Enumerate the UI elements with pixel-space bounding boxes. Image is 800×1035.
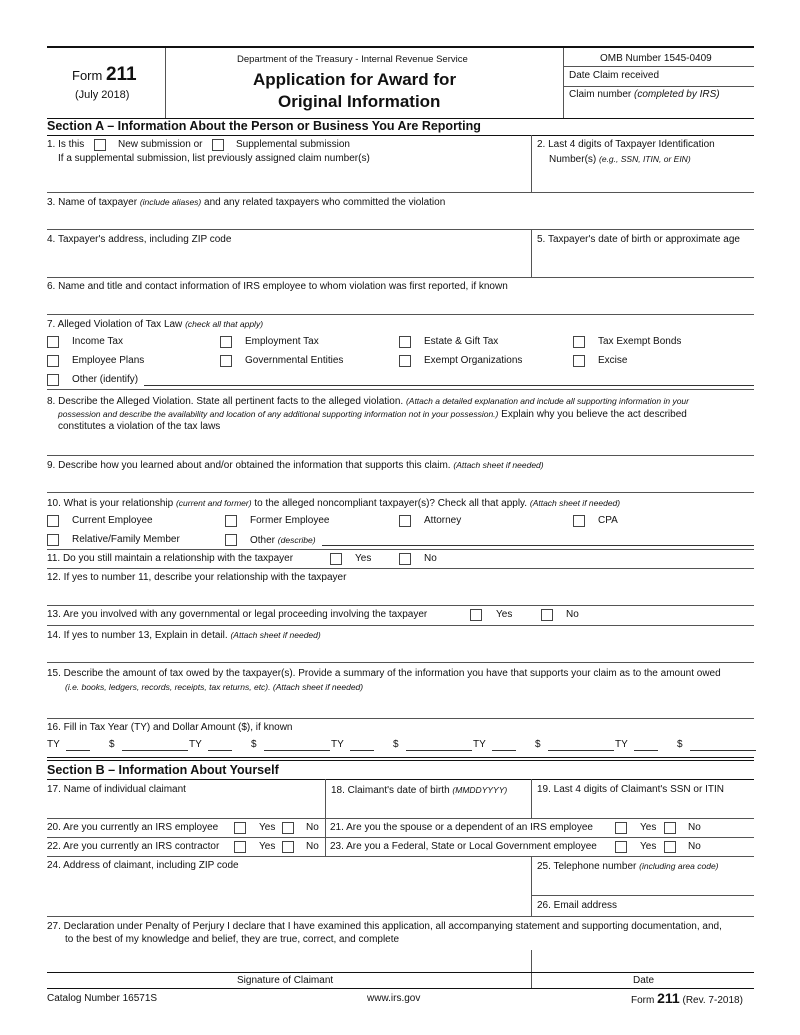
q26-label[interactable]: 26. Email address	[537, 900, 618, 911]
section-b-title: Section B – Information About Yourself	[47, 763, 279, 777]
tax-exempt-bonds-checkbox[interactable]	[573, 336, 585, 348]
ty-label: TY	[615, 739, 628, 750]
q23-label: 23. Are you a Federal, State or Local Government employee	[330, 841, 597, 852]
tax-year-field[interactable]	[208, 750, 232, 751]
ty-label: TY	[189, 739, 202, 750]
new-submission-checkbox[interactable]	[94, 139, 106, 151]
divider	[47, 856, 754, 857]
q3-label[interactable]: 3. Name of taxpayer (include aliases) and any related taxpayers who committed the violation	[47, 197, 446, 208]
yes-label: Yes	[496, 609, 513, 620]
other-describe-field[interactable]	[322, 545, 754, 546]
option-label: Tax Exempt Bonds	[598, 336, 682, 347]
divider	[165, 48, 166, 118]
divider	[47, 779, 754, 780]
supplemental-submission-checkbox[interactable]	[212, 139, 224, 151]
tax-year-field[interactable]	[492, 750, 516, 751]
yes-label: Yes	[640, 841, 657, 852]
divider	[563, 66, 754, 67]
divider	[47, 492, 754, 493]
q8-line-1[interactable]: 8. Describe the Alleged Violation. State all pertinent facts to the alleged violation. (Attach a detailed explanation and include all supporting information in your	[47, 396, 689, 407]
option-label: Employment Tax	[245, 336, 319, 347]
q7-label: 7. Alleged Violation of Tax Law (check all that apply)	[47, 319, 264, 330]
dollar-amount-field[interactable]	[406, 750, 472, 751]
divider	[47, 916, 754, 917]
q1-label: 1. Is this	[47, 139, 85, 150]
attorney-checkbox[interactable]	[399, 515, 411, 527]
q8-line-3: constitutes a violation of the tax laws	[58, 421, 221, 432]
divider	[531, 135, 532, 192]
ty-label: TY	[47, 739, 60, 750]
divider	[47, 455, 754, 456]
divider	[47, 718, 754, 719]
no-label: No	[566, 609, 579, 620]
yes-label: Yes	[259, 822, 276, 833]
divider	[47, 757, 754, 758]
claim-number-field[interactable]: Claim number (completed by IRS)	[569, 89, 720, 100]
q22-yes-checkbox[interactable]	[234, 841, 246, 853]
dollar-amount-field[interactable]	[122, 750, 188, 751]
divider	[47, 277, 754, 278]
dollar-label: $	[393, 739, 399, 750]
q2-label-2: Number(s) (e.g., SSN, ITIN, or EIN)	[549, 154, 691, 165]
date-claim-received[interactable]: Date Claim received	[569, 70, 660, 81]
divider	[47, 837, 754, 838]
q15-note: (i.e. books, ledgers, records, receipts, tax returns, etc). (Attach sheet if needed)	[65, 682, 364, 692]
supplemental-label: Supplemental submission	[236, 139, 350, 150]
estate-gift-tax-checkbox[interactable]	[399, 336, 411, 348]
signature-label: Signature of Claimant	[237, 975, 334, 986]
divider	[47, 988, 754, 989]
divider	[531, 895, 754, 896]
form-date: (July 2018)	[75, 89, 130, 101]
option-label: Employee Plans	[72, 355, 145, 366]
divider	[563, 48, 564, 118]
option-label: Former Employee	[250, 515, 330, 526]
divider	[47, 625, 754, 626]
irs-website-link[interactable]: www.irs.gov	[367, 993, 421, 1004]
q15-label[interactable]: 15. Describe the amount of tax owed by the taxpayer(s). Provide a summary of the information you have that supports your claim as to the amount owed	[47, 668, 721, 679]
option-label: Attorney	[424, 515, 462, 526]
q20-label: 20. Are you currently an IRS employee	[47, 822, 219, 833]
dollar-amount-field[interactable]	[690, 750, 756, 751]
divider	[531, 779, 532, 818]
catalog-number: Catalog Number 16571S	[47, 993, 158, 1004]
other-relationship-checkbox[interactable]	[225, 534, 237, 546]
no-label: No	[306, 841, 319, 852]
q14-label[interactable]: 14. If yes to number 13, Explain in detail. (Attach sheet if needed)	[47, 630, 321, 641]
divider	[531, 229, 532, 277]
dollar-amount-field[interactable]	[264, 750, 330, 751]
divider	[47, 760, 754, 761]
department: Department of the Treasury - Internal Revenue Service	[237, 54, 468, 65]
other-identify-field[interactable]	[144, 385, 754, 386]
q12-label[interactable]: 12. If yes to number 11, describe your relationship with the taxpayer	[47, 572, 347, 583]
q27-line-1: 27. Declaration under Penalty of Perjury I declare that I have examined this application, all accompanying statement and supporting documentation, and,	[47, 921, 722, 932]
no-label: No	[688, 822, 701, 833]
yes-label: Yes	[640, 822, 657, 833]
option-label: Estate & Gift Tax	[424, 336, 499, 347]
footer-form: Form 211 (Rev. 7-2018)	[631, 990, 743, 1006]
other-violation-checkbox[interactable]	[47, 374, 59, 386]
q24-label[interactable]: 24. Address of claimant, including ZIP code	[47, 860, 239, 871]
q13-label: 13. Are you involved with any governmental or legal proceeding involving the taxpayer	[47, 609, 428, 620]
q13-yes-checkbox[interactable]	[470, 609, 482, 621]
option-label: Exempt Organizations	[424, 355, 523, 366]
divider	[47, 568, 754, 569]
q11-label: 11. Do you still maintain a relationship with the taxpayer	[47, 553, 294, 564]
exempt-organizations-checkbox[interactable]	[399, 355, 411, 367]
q22-no-checkbox[interactable]	[282, 841, 294, 853]
tax-year-field[interactable]	[66, 750, 90, 751]
q18-label[interactable]: 18. Claimant's date of birth (MMDDYYYY)	[331, 785, 508, 796]
q27-line-2: to the best of my knowledge and belief, they are true, correct, and complete	[65, 934, 400, 945]
q21-label: 21. Are you the spouse or a dependent of an IRS employee	[330, 822, 593, 833]
divider	[47, 389, 754, 390]
divider	[47, 549, 754, 550]
q21-no-checkbox[interactable]	[664, 822, 676, 834]
dollar-label: $	[109, 739, 115, 750]
q19-label[interactable]: 19. Last 4 digits of Claimant's SSN or ITIN	[537, 784, 724, 795]
divider	[531, 856, 532, 916]
date-label: Date	[633, 975, 655, 986]
option-label: CPA	[598, 515, 618, 526]
q6-label[interactable]: 6. Name and title and contact information of IRS employee to whom violation was first reported, if known	[47, 281, 508, 292]
title-line-2: Original Information	[278, 92, 441, 111]
dollar-label: $	[535, 739, 541, 750]
ty-label: TY	[331, 739, 344, 750]
new-submission-label: New submission or	[118, 139, 203, 150]
no-label: No	[688, 841, 701, 852]
top-rule	[47, 46, 754, 48]
q17-label[interactable]: 17. Name of individual claimant	[47, 784, 186, 795]
q2-label: 2. Last 4 digits of Taxpayer Identification	[537, 139, 715, 150]
q23-yes-checkbox[interactable]	[615, 841, 627, 853]
q11-yes-checkbox[interactable]	[330, 553, 342, 565]
tax-year-field[interactable]	[350, 750, 374, 751]
q25-label[interactable]: 25. Telephone number (including area code)	[537, 861, 719, 872]
dollar-label: $	[251, 739, 257, 750]
q11-no-checkbox[interactable]	[399, 553, 411, 565]
q4-label[interactable]: 4. Taxpayer's address, including ZIP code	[47, 234, 232, 245]
dollar-amount-field[interactable]	[548, 750, 614, 751]
q1-sub: If a supplemental submission, list previously assigned claim number(s)	[58, 153, 370, 164]
yes-label: Yes	[355, 553, 372, 564]
option-label: Other (describe)	[250, 535, 316, 546]
divider	[47, 192, 754, 193]
option-label: Relative/Family Member	[72, 534, 180, 545]
q20-no-checkbox[interactable]	[282, 822, 294, 834]
governmental-entities-checkbox[interactable]	[220, 355, 232, 367]
divider	[47, 818, 754, 819]
divider	[531, 950, 532, 988]
signature-line[interactable]	[47, 972, 754, 973]
dollar-label: $	[677, 739, 683, 750]
employee-plans-checkbox[interactable]	[47, 355, 59, 367]
cpa-checkbox[interactable]	[573, 515, 585, 527]
yes-label: Yes	[259, 841, 276, 852]
option-label: Excise	[598, 355, 628, 366]
divider	[563, 86, 754, 87]
ty-label: TY	[473, 739, 486, 750]
option-label: Other (identify)	[72, 374, 139, 385]
divider	[47, 229, 754, 230]
excise-checkbox[interactable]	[573, 355, 585, 367]
no-label: No	[306, 822, 319, 833]
q23-no-checkbox[interactable]	[664, 841, 676, 853]
divider	[47, 605, 754, 606]
q16-label: 16. Fill in Tax Year (TY) and Dollar Amount ($), if known	[47, 722, 293, 733]
employment-tax-checkbox[interactable]	[220, 336, 232, 348]
option-label: Income Tax	[72, 336, 123, 347]
divider	[47, 135, 754, 136]
tax-year-field[interactable]	[634, 750, 658, 751]
omb-number: OMB Number 1545-0409	[600, 53, 712, 64]
divider	[47, 314, 754, 315]
divider	[47, 662, 754, 663]
q10-label: 10. What is your relationship (current and former) to the alleged noncompliant taxpayer(s)? Check all that apply. (Attach sheet if needed)	[47, 498, 621, 509]
income-tax-checkbox[interactable]	[47, 336, 59, 348]
relative-checkbox[interactable]	[47, 534, 59, 546]
option-label: Current Employee	[72, 515, 153, 526]
current-employee-checkbox[interactable]	[47, 515, 59, 527]
q9-label[interactable]: 9. Describe how you learned about and/or obtained the information that supports this claim. (Attach sheet if needed)	[47, 460, 544, 471]
q5-label[interactable]: 5. Taxpayer's date of birth or approximate age	[537, 234, 740, 245]
q20-yes-checkbox[interactable]	[234, 822, 246, 834]
no-label: No	[424, 553, 437, 564]
q8-line-2: possession and describe the availability and location of any additional supporting information not in your possession.) Explain why you believe the act described	[58, 409, 687, 420]
q21-yes-checkbox[interactable]	[615, 822, 627, 834]
q22-label: 22. Are you currently an IRS contractor	[47, 841, 220, 852]
title-line-1: Application for Award for	[253, 70, 457, 89]
q13-no-checkbox[interactable]	[541, 609, 553, 621]
section-a-title: Section A – Information About the Person or Business You Are Reporting	[47, 119, 481, 133]
option-label: Governmental Entities	[245, 355, 344, 366]
former-employee-checkbox[interactable]	[225, 515, 237, 527]
form-label: Form 211	[72, 64, 137, 85]
